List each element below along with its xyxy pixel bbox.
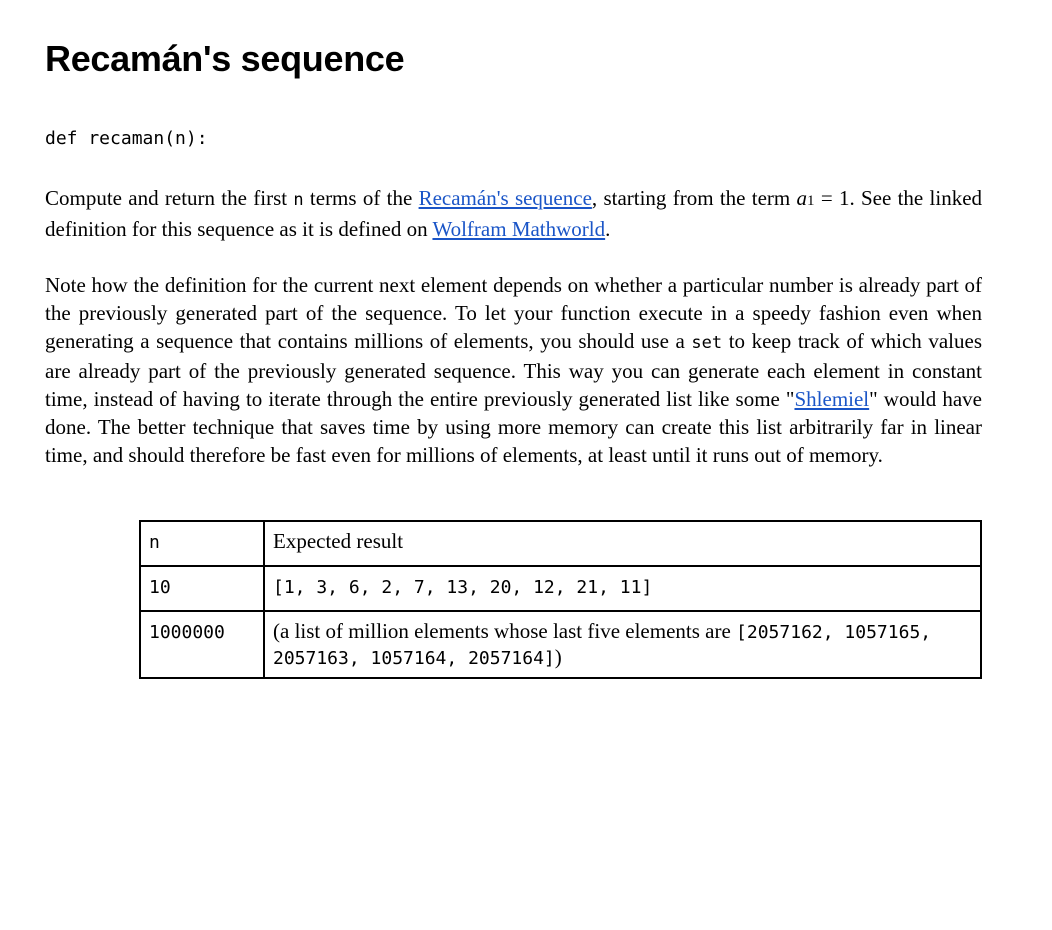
row-result-suffix: ) xyxy=(554,645,562,669)
code-set: set xyxy=(691,333,723,353)
intro-paragraph xyxy=(45,184,982,243)
intro-text-4: = 1. See the linked definition for this sequence as it is defined on xyxy=(45,186,983,241)
row-result-value: [1, 3, 6, 2, 7, 13, 20, 12, 21, 11] xyxy=(273,577,653,598)
function-signature: def recaman(n): xyxy=(45,128,208,149)
shlemiel-link[interactable]: Shlemiel xyxy=(794,387,870,411)
intro-text-2: terms of the xyxy=(303,186,419,210)
intro-text-5: . xyxy=(605,217,611,241)
table-header-row xyxy=(140,521,981,566)
row-result-cell xyxy=(264,566,981,611)
row-n-value: 1000000 xyxy=(149,622,225,643)
row-result-cell xyxy=(264,611,981,678)
row-result-code: [2057162, 1057165, 2057163, 1057164, 2057164] xyxy=(273,622,932,669)
table-row xyxy=(140,566,981,611)
header-n-label: n xyxy=(149,532,160,553)
table-row xyxy=(140,611,981,678)
header-n xyxy=(140,521,264,566)
document-page xyxy=(45,0,983,669)
intro-text-1: Compute and return the first xyxy=(45,186,294,210)
expected-results-table xyxy=(139,520,982,679)
row-n-cell xyxy=(140,566,264,611)
note-text-2: to keep track of which values are already part of the previously generated sequence. This way you can generate each element in constant time, instead of having to iterate through the entire previously generated list like some " xyxy=(45,329,982,411)
recaman-sequence-link[interactable]: Recamán's sequence xyxy=(418,186,592,210)
row-n-cell xyxy=(140,611,264,678)
code-n: n xyxy=(293,190,304,210)
row-n-value: 10 xyxy=(149,577,171,598)
note-text-1: Note how the definition for the current next element depends on whether a particular number is already part of the previously generated part of the sequence. To let your function execute in a speedy fashion even when generating a sequence that contains millions of elements, you should use a xyxy=(45,273,982,353)
intro-text-3: , starting from the term xyxy=(591,186,797,210)
header-expected: Expected result xyxy=(264,521,981,566)
page-title: Recamán's sequence xyxy=(45,38,405,79)
term-subscript: 1 xyxy=(807,193,815,209)
note-text-3: " would have done. The better technique that saves time by using more memory can create this list arbitrarily far in linear time, and should therefore be fast even for millions of elements, at least until it runs out of memory. xyxy=(45,387,982,467)
note-paragraph xyxy=(45,271,982,469)
term-variable: a xyxy=(796,186,808,210)
wolfram-mathworld-link[interactable]: Wolfram Mathworld xyxy=(432,217,606,241)
row-result-prefix: (a list of million elements whose last five elements are xyxy=(273,619,737,643)
